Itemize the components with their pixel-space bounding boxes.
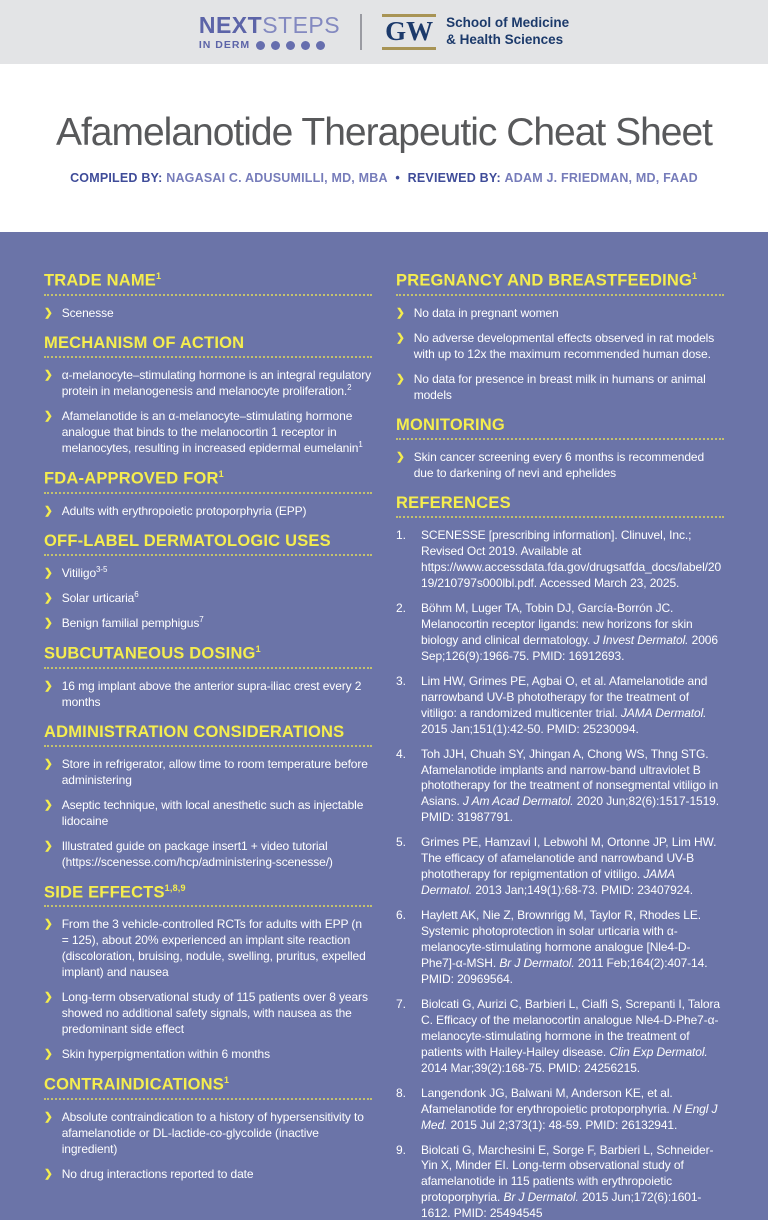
text-segment: Böhm M, Luger TA, Tobin DJ, García-Borrón JC. Melanocortin receptor ligands: new horizons for skin biology and clinical dermatology. xyxy=(421,600,693,647)
text-segment: 2015 Jun;172(6):1601-1612. PMID: 25494545 xyxy=(421,1190,702,1220)
chevron-bullet-icon: ❯ xyxy=(44,616,53,629)
reference-text xyxy=(421,997,724,1077)
reference-item xyxy=(396,747,724,827)
chevron-bullet-icon: ❯ xyxy=(44,1167,53,1180)
bullet-text xyxy=(414,331,724,363)
section-heading-label: ADMINISTRATION CONSIDERATIONS xyxy=(44,722,345,741)
byline-separator: • xyxy=(395,171,400,185)
chevron-bullet-icon: ❯ xyxy=(396,372,405,385)
reference-superscript: 2 xyxy=(347,383,352,393)
journal-name: J Am Acad Dermatol. xyxy=(462,794,574,809)
text-segment: Benign familial pemphigus xyxy=(61,615,200,630)
reference-number: 8. xyxy=(396,1085,406,1100)
text-segment: From the 3 vehicle-controlled RCTs for adults with EPP (n = 125), about 20% experienced an implant site reaction (discoloration, bruising, nodule, swelling, pruritus, expelled implant) and nausea xyxy=(61,917,366,980)
section-heading-label: OFF-LABEL DERMATOLOGIC USES xyxy=(44,531,331,550)
nextsteps-dot-icon xyxy=(271,41,280,50)
chevron-bullet-icon: ❯ xyxy=(396,331,405,344)
text-segment: 2015 Jul 2;373(1): 48-59. PMID: 26132941. xyxy=(447,1117,678,1132)
bullet-list xyxy=(44,757,372,871)
bullet-list xyxy=(396,306,724,404)
reference-number: 5. xyxy=(396,835,406,850)
section-heading-superscript: 1 xyxy=(156,271,162,281)
text-segment: Long-term observational study of 115 patients over 8 years showed no additional safety signals, with nausea as the predominant side effect xyxy=(61,990,368,1037)
logo-divider xyxy=(360,14,362,50)
section-heading-label: SUBCUTANEOUS DOSING xyxy=(44,644,256,663)
text-segment: 2011 Feb;164(2):407-14. PMID: 20969564. xyxy=(421,955,708,986)
section-heading-off-label-dermatologic-uses xyxy=(44,533,372,550)
section-heading-monitoring xyxy=(396,417,724,434)
section-heading-pregnancy-and-breastfeeding xyxy=(396,272,724,290)
chevron-bullet-icon: ❯ xyxy=(44,918,53,931)
text-segment: 2020 Jun;82(6):1517-1519. PMID: 31987791. xyxy=(421,794,719,825)
reference-number: 1. xyxy=(396,528,406,543)
chevron-bullet-icon: ❯ xyxy=(44,1048,53,1061)
bullet-item xyxy=(44,1110,372,1158)
gw-logo xyxy=(382,14,569,50)
bullet-item xyxy=(44,566,372,582)
text-segment: 2015 Jan;151(1):42-50. PMID: 25230094. xyxy=(421,721,639,736)
nextsteps-dot-icon xyxy=(286,41,295,50)
bullet-item xyxy=(44,839,372,871)
bullet-item xyxy=(396,372,724,404)
section-dotted-rule xyxy=(44,294,372,296)
bullet-text xyxy=(62,504,372,520)
nextsteps-subline xyxy=(199,40,340,51)
text-segment: Illustrated guide on package insert1 + video tutorial (https://scenesse.com/hcp/administering-scenesse/) xyxy=(61,838,333,869)
section-dotted-rule xyxy=(44,745,372,747)
section-heading-superscript: 1,8,9 xyxy=(164,882,186,893)
chevron-bullet-icon: ❯ xyxy=(396,450,405,463)
section-trade-name xyxy=(44,272,372,322)
bullet-text xyxy=(414,372,724,404)
reference-text xyxy=(421,1143,724,1220)
nextsteps-logo xyxy=(198,11,341,51)
reference-superscript: 7 xyxy=(199,614,204,624)
nextsteps-dot-icon xyxy=(256,41,265,50)
section-heading-references xyxy=(396,495,724,512)
reference-text xyxy=(421,674,724,738)
reference-number: 6. xyxy=(396,908,406,923)
bullet-item xyxy=(44,679,372,711)
text-segment: 2014 Mar;39(2):168-75. PMID: 24256215. xyxy=(421,1060,641,1075)
text-segment: No data for presence in breast milk in humans or animal models xyxy=(413,371,706,402)
text-segment: Skin cancer screening every 6 months is recommended due to darkening of nevi and ephelides xyxy=(413,449,705,480)
page-title: Afamelanotide Therapeutic Cheat Sheet xyxy=(55,111,713,154)
section-heading-trade-name xyxy=(44,272,372,290)
nextsteps-dot-icon xyxy=(301,41,310,50)
nextsteps-word-steps: STEPS xyxy=(262,11,341,38)
text-segment: No drug interactions reported to date xyxy=(61,1166,254,1181)
chevron-bullet-icon: ❯ xyxy=(44,798,53,811)
reference-superscript: 1 xyxy=(358,439,363,449)
bullet-text xyxy=(62,566,372,582)
text-segment: Toh JJH, Chuah SY, Jhingan A, Chong WS, Thng STG. Afamelanotide implants and narrow-band ultraviolet B phototherapy for the treatment of nonsegmental vitiligo in Asians. xyxy=(421,746,719,809)
bullet-text xyxy=(62,1047,372,1063)
chevron-bullet-icon: ❯ xyxy=(44,306,53,319)
reference-list xyxy=(396,528,724,1220)
text-segment: Skin hyperpigmentation within 6 months xyxy=(61,1047,271,1062)
journal-name: Br J Dermatol. xyxy=(499,955,575,970)
section-dotted-rule xyxy=(44,667,372,669)
gw-school-line2: & Health Sciences xyxy=(446,32,564,47)
journal-name: Br J Dermatol. xyxy=(503,1190,579,1205)
nextsteps-dot-icon xyxy=(316,41,325,50)
bullet-list xyxy=(396,450,724,482)
journal-name: Clin Exp Dermatol. xyxy=(609,1044,708,1059)
section-dotted-rule xyxy=(44,356,372,358)
bullet-text xyxy=(62,616,372,632)
brand-band xyxy=(0,0,768,64)
chevron-bullet-icon: ❯ xyxy=(44,679,53,692)
journal-name: JAMA Dermatol. xyxy=(421,867,675,898)
bullet-text xyxy=(62,917,372,981)
bullet-item xyxy=(44,917,372,981)
section-side-effects xyxy=(44,884,372,1063)
reference-item xyxy=(396,835,724,899)
bullet-text xyxy=(62,368,372,400)
gw-monogram-icon: GW xyxy=(382,14,436,50)
section-heading-contraindications xyxy=(44,1076,372,1094)
text-segment: Biolcati G, Marchesini E, Sorge F, Barbieri L, Schneider-Yin X, Minder EI. Long-term observational study of afamelanotide in 115 patients with erythropoietic protoporphyria. xyxy=(421,1142,714,1205)
bullet-text xyxy=(62,1167,372,1183)
section-monitoring xyxy=(396,417,724,482)
text-segment: Afamelanotide is an α-melanocyte–stimulating hormone analogue that binds to the melanocortin 1 receptor in melanocytes, resulting in increased epidermal eumelanin xyxy=(61,408,359,455)
reference-text xyxy=(421,835,724,899)
chevron-bullet-icon: ❯ xyxy=(44,991,53,1004)
journal-name: JAMA Dermatol. xyxy=(620,705,707,720)
chevron-bullet-icon: ❯ xyxy=(44,591,53,604)
bullet-text xyxy=(62,306,372,322)
bullet-item xyxy=(44,409,372,457)
reference-text xyxy=(421,601,724,665)
bullet-item xyxy=(44,306,372,322)
section-dotted-rule xyxy=(396,294,724,296)
text-segment: Scenesse xyxy=(61,305,114,320)
compiled-by-name: NAGASAI C. ADUSUMILLI, MD, MBA xyxy=(166,171,388,185)
section-heading-label: FDA-APPROVED FOR xyxy=(44,469,219,488)
bullet-text xyxy=(62,679,372,711)
section-dotted-rule xyxy=(44,554,372,556)
reference-item xyxy=(396,908,724,988)
section-heading-label: PREGNANCY AND BREASTFEEDING xyxy=(396,271,693,290)
reference-number: 2. xyxy=(396,600,406,615)
section-dotted-rule xyxy=(44,492,372,494)
bullet-list xyxy=(44,368,372,457)
text-segment: 2013 Jan;149(1):68-73. PMID: 23407924. xyxy=(472,883,694,898)
chevron-bullet-icon: ❯ xyxy=(44,757,53,770)
section-contraindications xyxy=(44,1076,372,1183)
cheat-sheet-body xyxy=(0,232,768,1220)
section-dotted-rule xyxy=(44,1098,372,1100)
chevron-bullet-icon: ❯ xyxy=(44,409,53,422)
bullet-item xyxy=(396,450,724,482)
reviewed-by-name: ADAM J. FRIEDMAN, MD, FAAD xyxy=(504,171,698,185)
bullet-list xyxy=(44,917,372,1063)
section-heading-subcutaneous-dosing xyxy=(44,645,372,663)
reference-text xyxy=(421,908,724,988)
bullet-item xyxy=(44,368,372,400)
reference-superscript: 6 xyxy=(134,589,139,599)
text-segment: Grimes PE, Hamzavi I, Lebwohl M, Ortonne JP, Lim HW. The efficacy of afamelanotide and narrowband UV-B phototherapy for repigmentation of vitiligo. xyxy=(421,835,717,882)
reference-number: 7. xyxy=(396,996,406,1011)
bullet-text xyxy=(62,798,372,830)
nextsteps-wordmark xyxy=(198,11,341,38)
text-segment: Haylett AK, Nie Z, Brownrigg M, Taylor R, Rhodes LE. Systemic photoprotection in solar urticaria with α-melanocyte-stimulating hormone analogue [Nle4-D-Phe7]-α-MSH. xyxy=(421,908,702,970)
text-segment: No adverse developmental effects observed in rat models with up to 12x the maximum recommended human dose. xyxy=(413,330,715,361)
reference-number: 3. xyxy=(396,673,406,688)
left-column xyxy=(44,272,372,1200)
bullet-item xyxy=(396,331,724,363)
section-heading-fda-approved-for xyxy=(44,470,372,488)
bullet-text xyxy=(414,306,724,322)
reviewed-by-label: REVIEWED BY: xyxy=(407,171,501,185)
section-pregnancy-and-breastfeeding xyxy=(396,272,724,404)
bullet-list xyxy=(44,1110,372,1183)
text-segment: Store in refrigerator, allow time to room temperature before administering xyxy=(61,756,368,787)
section-heading-label: CONTRAINDICATIONS xyxy=(44,1075,225,1094)
bullet-item xyxy=(396,306,724,322)
bullet-list xyxy=(44,566,372,632)
section-heading-superscript: 1 xyxy=(218,468,224,479)
section-dotted-rule xyxy=(396,438,724,440)
section-mechanism-of-action xyxy=(44,335,372,457)
text-segment: Adults with erythropoietic protoporphyria (EPP) xyxy=(61,503,307,518)
section-heading-label: MONITORING xyxy=(396,415,505,434)
section-off-label-dermatologic-uses xyxy=(44,533,372,632)
section-subcutaneous-dosing xyxy=(44,645,372,711)
reference-item xyxy=(396,601,724,665)
bullet-text xyxy=(414,450,724,482)
chevron-bullet-icon: ❯ xyxy=(396,306,405,319)
journal-name: J Invest Dermatol. xyxy=(593,632,689,647)
text-segment: SCENESSE [prescribing information]. Clinuvel, Inc.; Revised Oct 2019. Available at https://www.accessdata.fda.gov/drugsatfda_docs/label/2019/210797s000lbl.pdf. Accessed March 23, 2025. xyxy=(421,528,722,590)
section-heading-label: SIDE EFFECTS xyxy=(44,883,165,902)
reference-number: 4. xyxy=(396,746,406,761)
bullet-item xyxy=(44,616,372,632)
section-heading-superscript: 1 xyxy=(255,643,261,654)
title-area xyxy=(0,64,768,232)
bullet-item xyxy=(44,591,372,607)
chevron-bullet-icon: ❯ xyxy=(44,369,53,382)
reference-text xyxy=(421,1086,724,1134)
nextsteps-word-next: NEXT xyxy=(198,11,263,38)
reference-number: 9. xyxy=(396,1142,406,1157)
right-column xyxy=(396,271,724,1220)
reference-item xyxy=(396,997,724,1077)
chevron-bullet-icon: ❯ xyxy=(44,1110,53,1123)
chevron-bullet-icon: ❯ xyxy=(44,504,53,517)
reference-superscript: 3-5 xyxy=(96,564,108,574)
text-segment: Aseptic technique, with local anesthetic such as injectable lidocaine xyxy=(61,797,364,828)
bullet-text xyxy=(62,1110,372,1158)
section-heading-side-effects xyxy=(44,884,372,902)
section-references xyxy=(396,495,724,1220)
section-heading-label: TRADE NAME xyxy=(44,271,156,290)
reference-item xyxy=(396,674,724,738)
bullet-text xyxy=(62,839,372,871)
text-segment: 2006 Sep;126(9):1966-75. PMID: 16912693. xyxy=(421,632,718,663)
compiled-by-label: COMPILED BY: xyxy=(70,171,163,185)
bullet-item xyxy=(44,504,372,520)
section-dotted-rule xyxy=(396,516,724,518)
text-segment: 16 mg implant above the anterior supra-iliac crest every 2 months xyxy=(61,678,362,709)
section-heading-administration-considerations xyxy=(44,724,372,741)
text-segment: Solar urticaria xyxy=(61,590,135,605)
section-heading-superscript: 1 xyxy=(692,271,698,281)
bullet-item xyxy=(44,1047,372,1063)
section-heading-label: MECHANISM OF ACTION xyxy=(44,333,245,352)
bullet-text xyxy=(62,757,372,789)
bullet-text xyxy=(62,990,372,1038)
reference-text xyxy=(421,528,724,592)
text-segment: Vitiligo xyxy=(61,565,97,580)
bullet-list xyxy=(44,306,372,322)
bullet-item xyxy=(44,798,372,830)
text-segment: Biolcati G, Aurizi C, Barbieri L, Cialfi S, Screpanti I, Talora C. Efficacy of the melanocortin analogue Nle4-D-Phe7-α-melanocyte-stimulating hormone in the treatment of patients with Hailey-Hailey disease. xyxy=(421,996,720,1059)
bullet-item xyxy=(44,757,372,789)
byline xyxy=(70,171,698,185)
gw-school-line1: School of Medicine xyxy=(446,15,570,31)
text-segment: α-melanocyte–stimulating hormone is an integral regulatory protein in melanogenesis and melanocyte proliferation. xyxy=(61,368,371,399)
reference-item xyxy=(396,528,724,592)
section-heading-superscript: 1 xyxy=(224,1074,230,1085)
section-dotted-rule xyxy=(44,905,372,907)
text-segment: Lim HW, Grimes PE, Agbai O, et al. Afamelanotide and narrowband UV-B phototherapy for the treatment of vitiligo: a randomized multicenter trial. xyxy=(421,673,708,720)
text-segment: Langendonk JG, Balwani M, Anderson KE, et al. Afamelanotide for erythropoietic protoporphyria. xyxy=(421,1085,673,1116)
journal-name: N Engl J Med. xyxy=(421,1101,718,1132)
bullet-text xyxy=(62,591,372,607)
bullet-list xyxy=(44,679,372,711)
reference-text xyxy=(421,747,724,827)
chevron-bullet-icon: ❯ xyxy=(44,566,53,579)
reference-item xyxy=(396,1143,724,1220)
bullet-item xyxy=(44,1167,372,1183)
chevron-bullet-icon: ❯ xyxy=(44,839,53,852)
bullet-text xyxy=(62,409,372,457)
bullet-list xyxy=(44,504,372,520)
section-heading-mechanism-of-action xyxy=(44,335,372,352)
text-segment: Absolute contraindication to a history of hypersensitivity to afamelanotide or DL-lactide-co-glycolide (inactive ingredient) xyxy=(61,1109,364,1156)
section-fda-approved-for xyxy=(44,470,372,520)
nextsteps-dots-icon xyxy=(256,41,325,50)
nextsteps-in-derm-label: IN DERM xyxy=(198,38,251,51)
reference-item xyxy=(396,1086,724,1134)
bullet-item xyxy=(44,990,372,1038)
section-heading-label: REFERENCES xyxy=(396,493,511,512)
text-segment: No data in pregnant women xyxy=(413,305,559,320)
gw-school-name xyxy=(446,15,569,49)
section-administration-considerations xyxy=(44,724,372,871)
